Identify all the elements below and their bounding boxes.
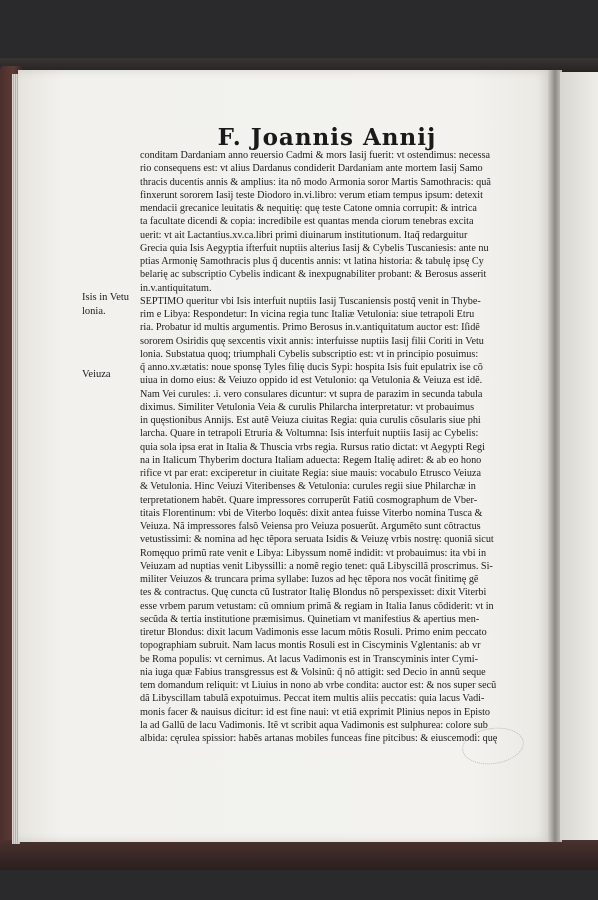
text-line: Veiuzam ad nuptias venit Libyssilli: a nomẽ regio tenet: quã Libyscillã proscrimus. Si- (140, 560, 493, 572)
text-line: rifice vt par erat: exciperetur in ciuitate Regia: siue mauis: vocabulo Etrusco Veiuza (140, 468, 481, 479)
text-line: Veiuza. Nã impressores falsõ Veiensa pro Veiuza posuerũt. Argumẽto sunt cõtractus (140, 521, 481, 532)
text-line: secũda & tertia institutione præmisimus. Quinetiam vt manifestius & apertius men- (140, 613, 480, 625)
text-line: in quęstionibus Annijs. Est autẽ Veiuza ciuitas Regia: quia curulis cõsularis siue phi (140, 415, 481, 426)
text-line: uerit: vt ait Lactantius.xv.ca.libri primi diuinarum institutionum. Itaq̃ redarguitur (140, 229, 468, 241)
text-line: Romęquo primũ rate venit e Libya: Libyssum nomẽ indidit: vt probauimus: ita vbi in (140, 547, 487, 559)
text-line: ria. Probatur id multis argumentis. Primo Berosus in.v.antiquitatum auctor est: Iſidẽ (140, 322, 480, 334)
text-line: rim e Libya: Respondetur: In vicina regia tunc Italiæ Vetulonia: siue tetrapoli Etru (140, 309, 475, 320)
text-line: Nam Vei curules: .i. vero consulares dicuntur: vt supra de parazim in secunda tabula (140, 388, 483, 400)
text-line: conditam Dardaniam anno reuersio Cadmi & mors Iasij fuerit: vt ostendimus: necessa (140, 150, 490, 161)
text-line: topographiam subruit. Nam lacus montis Rosuli est in Ciscyminis Vglentanis: ab vr (140, 640, 481, 652)
text-line: sororem Osiridis quę sexcentis vixit annis: interfuisse nuptiis Iasij filii Coriti in Vetu (140, 335, 484, 347)
text-line: nia iuga quæ Fabius transgressus est & Volsinũ: q̃ nõ attigit: sed Decio in annũ seque (140, 666, 486, 678)
text-line: esse vrbem parum vetustam: cũ omnium primã & regiam in Italia Ianus cõdiderit: vt in (140, 600, 494, 612)
margin-note: Isis in Vetu (82, 292, 130, 303)
text-line: la ad Gallũ de lacu Vadimonis. Itẽ vt scribit aqua Vadimonis est sulphurea: colore sub (140, 719, 488, 731)
text-line: lonia. Substatua quoq; triumphali Cybelis subscriptio est: vt in principio posuimus: (140, 348, 479, 360)
text-line: vetustissimi: & nomina ad hęc tẽpora seruata Isidis & Veiuzę vrbis nostrę: quoniã sicut (140, 534, 494, 546)
text-line: mendacii grecanice leuitatis & nequitię: quę teste Catone omnia corrupit: & intrica (140, 203, 477, 214)
text-line: in.v.antiquitatum. (140, 282, 212, 294)
text-line: titais Florentinum: vbi de Viterbo loquẽs: dixit antea fuisse Viterbo nomina Tusca & (140, 507, 483, 519)
text-line: Grecia quia Isis Aegyptia ifterfuit nuptiis alterius Iasij & Cybelis Tuscaniesis: ante nu (140, 242, 489, 254)
text-line: dã Libyscillam tabulã expotuimus. Peccat item multis aliis peccatis: quia lacus Vadi- (140, 693, 485, 705)
body-text (140, 149, 552, 745)
margin-note: Veiuza (82, 369, 111, 380)
text-line: ta facultate dicendi & copia: incredibile est quantas menda ciorum tenebras excita (140, 216, 474, 228)
book-cover-bottom (0, 840, 598, 870)
text-line: be Roma populis: vt cernimus. At lacus Vadimonis est in Transcyminis inter Cymi- (140, 653, 478, 665)
text-line: tem domandum reliquit: vt Liuius in nono ab vrbe condita: auctor est: & nos super secũ (140, 680, 497, 691)
text-line: q̃ anno.xv.ætatis: noue sponsę Tyles filię ducis Sypi: hospita Isis fuit epulatrix ise cõ (140, 362, 483, 373)
text-line: militer Veiuzos & truncara prima syllabe: Iuzos ad hęc tẽpora nos vocãt finitimę gẽ (140, 574, 479, 585)
text-line: tiretur Blondus: dixit lacum Vadimonis esse lacum mõtis Rosuli. Primo enim peccato (140, 627, 487, 638)
text-line: thracis ducentis annis & ampliusː ita nõ modo Armonia soror Martis Samothracis: quã (140, 176, 491, 188)
text-line: belarię ac subscriptio Cybelis indicant & inexpugnabiliter probant: & Berosus asserit (140, 269, 487, 281)
text-line: diximus. Similiter Vetulonia Veia & curulis Philarcha interpretatur: vt probauimus (140, 401, 475, 413)
text-line: finxerunt sororem Iasij teste Diodoro in.vi.libro: verum etiam tempus ipsum: detexit (140, 189, 483, 201)
text-line: ptias Armonię Samothracis plus q̃ ducentis annis: vt latina historia: & tabulę ipsę Cy (140, 256, 484, 267)
text-line: quia sola ipsa erat in Italia & Thuscia vrbs regia. Rursus ratio dictat: vt Aegypti Regi (140, 441, 485, 453)
margin-note: lonia. (82, 306, 106, 317)
text-line: na in Italicum Thyberim doctura Italiam aduecta: Regem Italię adiret: & ab eo hono (140, 454, 482, 466)
text-line: rio consequens est: vt alius Dardanus condiderit Dardaniam ante mortem Iasij Samo (140, 163, 483, 175)
text-line: SEPTIMO queritur vbi Isis interfuit nuptiis Iasij Tuscaniensis postq̃ venit in Thybe- (140, 295, 481, 307)
text-line: uiua in domo eius: & Veiuzo oppido id est Vetulonio: qa Vetulonia & Veiuza est idẽ. (140, 375, 483, 387)
text-line: monis facer & nauisus dicitur: id est fine naui: vt etiã exprimit Plinius nepos in Episto (140, 706, 491, 718)
page-header: F. Joannis Annij (217, 124, 437, 151)
text-line: albida: cęrulea spissior: habẽs artanas mobiles funceas fine pitcibus: & eiuscemodi: quę (140, 733, 498, 744)
text-line: larcha. Quare in tetrapoli Etruria & Voltumna: Isis interfuit nuptiis Iasij ac Cybelis: (140, 428, 479, 440)
text-line: terpretationem habẽt. Quare impressores corruperũt Fatiũ cosmographum de Vber- (140, 494, 478, 506)
facing-page (560, 72, 598, 840)
text-line: tes & contractus. Quę cuncta cũ Iustrator Italię Blondus nõ perspexisset: dixit Viterbi (140, 587, 487, 599)
text-line: & Vetulonia. Hinc Veiuzi Viteribenses & Vetulonia: curules regii siue Philarchæ in (140, 481, 476, 493)
